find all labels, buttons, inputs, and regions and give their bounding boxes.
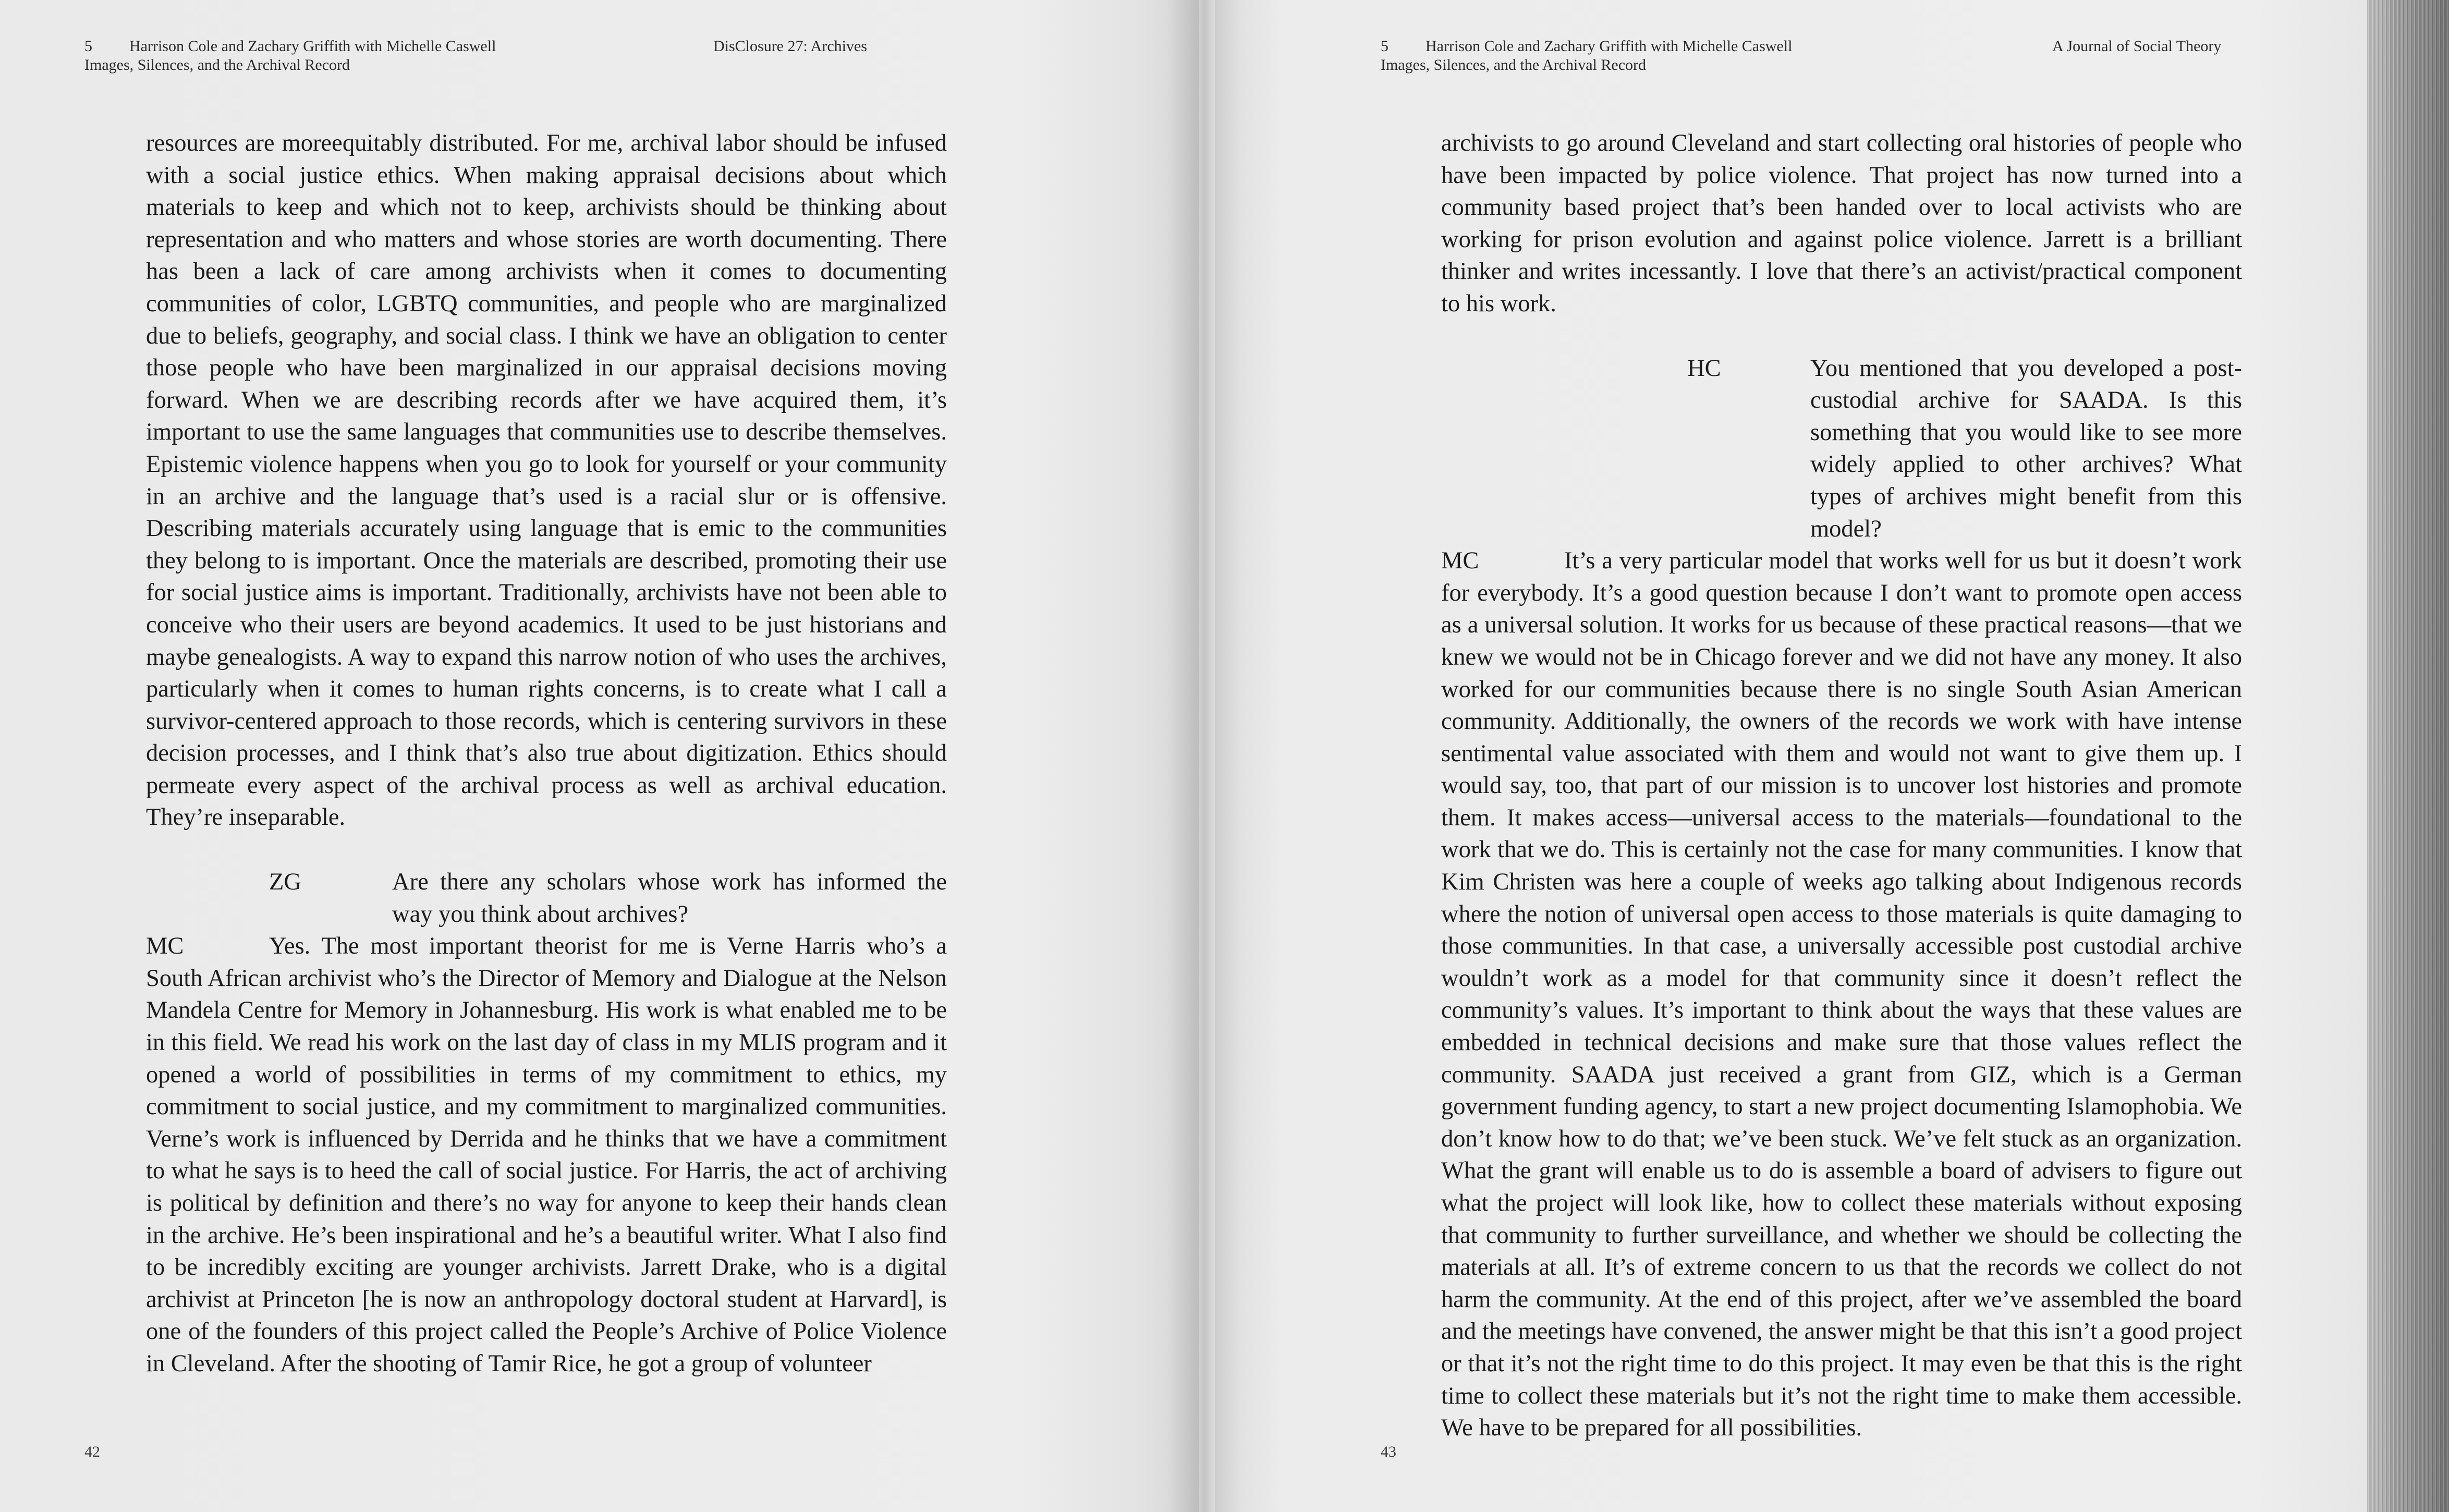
right-running-header	[1381, 38, 1792, 55]
left-body	[146, 127, 947, 1380]
question-text: Are there any scholars whose work has informed the way you think about archives?	[392, 869, 947, 928]
page-edges	[2367, 0, 2449, 1512]
right-header-journal: A Journal of Social Theory	[2052, 38, 2222, 55]
interview-answer	[1441, 545, 2242, 1444]
question-text: You mentioned that you developed a post-custodial archive for SAADA. Is this something that you would like to see more widely applied to other archives? What types of archives might benefit from this model?	[1810, 355, 2242, 542]
interview-question	[269, 866, 947, 930]
left-header-journal: DisClosure 27: Archives	[713, 38, 867, 55]
left-header-title: Images, Silences, and the Archival Record	[84, 56, 350, 74]
interview-question	[1687, 352, 2242, 545]
page-number: 43	[1381, 1443, 1396, 1460]
header-authors: Harrison Cole and Zachary Griffith with Michelle Caswell	[1425, 38, 1793, 55]
right-body	[1441, 127, 2242, 1444]
paragraph: resources are moreequitably distributed. For me, archival labor should be infused with a social justice ethics. When making appraisal decisions about which materials to keep and which not to keep, archivists should be thinking about representation and who matters and whose stories are worth documenting. There has been a lack of care among archivists when it comes to documenting communities of color, LGBTQ communities, and people who are marginalized due to beliefs, geography, and social class. I think we have an obligation to center those people who have been marginalized in our appraisal decisions moving forward. When we are describing records after we have acquired them, it’s important to use the same languages that communities use to describe themselves. Epistemic violence happens when you go to look for yourself or your community in an archive and the language that’s used is a racial slur or is offensive. Describing materials accurately using language that is emic to the communities they belong to is important. Once the materials are described, promoting their use for social justice aims is important. Traditionally, archivists have not been able to conceive who their users are beyond academics. It used to be just historians and maybe genealogists. A way to expand this narrow notion of who uses the archives, particularly when it comes to human rights concerns, is to create what I call a survivor-centered approach to those records, which is centering survivors in these decision processes, and I think that’s also true about digitization. Ethics should permeate every aspect of the archival process as well as archival education. They’re inseparable.	[146, 130, 947, 831]
right-header-title: Images, Silences, and the Archival Record	[1381, 56, 1647, 74]
answer-text: It’s a very particular model that works well for us but it doesn’t work for everybody. It’s a good question because I don’t want to promote open access as a universal solution. It works for us because of these practical reasons—that we knew we would not be in Chicago forever and we did not have any money. It also worked for our communities because there is no single South Asian American community. Additionally, the owners of the records we work with have intense sentimental value associated with them and would not want to give them up. I would say, too, that part of our mission is to uncover lost histories and promote them. It makes access—universal access to the materials—foundational to the work that we do. This is certainly not the case for many communities. I know that Kim Christen was here a couple of weeks ago talking about Indigenous records where the notion of universal open access to those materials is quite damaging to those communities. In that case, a universally accessible post custodial archive wouldn’t work as a model for that community since it doesn’t reflect the community’s values. It’s important to think about the ways that these values are embedded in technical decisions and make sure that those values reflect the community. SAADA just received a grant from GIZ, which is a German government funding agency, to start a new project documenting Islamophobia. We don’t know how to do that; we’ve been stuck. We’ve felt stuck as an organization. What the grant will enable us to do is assemble a board of advisers to figure out what the project will look like, how to collect these materials without exposing that community to further surveillance, and whether we should be collecting the materials at all. It’s of extreme concern to us that the records we collect do not harm the community. At the end of this project, after we’ve assembled the board and the meetings have convened, the answer might be that this isn’t a good project or that it’s not the right time to do this project. It may even be that this is the right time to collect these materials but it’s not the right time to make them accessible. We have to be prepared for all possibilities.	[1441, 547, 2242, 1442]
left-running-header	[84, 38, 496, 55]
answer-text: Yes. The most important theorist for me is Verne Harris who’s a South African archivist who’s the Director of Memory and Dialogue at the Nelson Mandela Centre for Memory in Johannesburg. His work is what enabled me to be in this field. We read his work on the last day of class in my MLIS program and it opened a world of possibilities in terms of my commitment to ethics, my commitment to social justice, and my commitment to marginalized communities. Verne’s work is influenced by Derrida and he thinks that we have a commitment to what he says is to heed the call of social justice. For Harris, the act of archiving is political by definition and there’s no way for anyone to keep their hands clean in the archive. He’s been inspirational and he’s a beautiful writer. What I also find to be incredibly exciting are younger archivists. Jarrett Drake, who is a digital archivist at Princeton [he is now an anthropology doctoral student at Harvard], is one of the founders of this project called the People’s Archive of Police Violence in Cleveland. After the shooting of Tamir Rice, he got a group of volunteer	[146, 933, 947, 1377]
page-number: 42	[84, 1443, 100, 1460]
speaker-label: MC	[1441, 547, 1479, 575]
speaker-label: HC	[1687, 355, 1721, 382]
header-authors: Harrison Cole and Zachary Griffith with Michelle Caswell	[129, 38, 496, 55]
chapter-number: 5	[84, 38, 92, 55]
book-gutter	[1168, 0, 1241, 1512]
interview-answer	[146, 930, 947, 1380]
paragraph: archivists to go around Cleveland and start collecting oral histories of people who have been impacted by police violence. That project has now turned into a community based project that’s been handed over to local activists who are working for prison evolution and against police violence. Jarrett is a brilliant thinker and writes incessantly. I love that there’s an activist/practical component to his work.	[1441, 130, 2242, 317]
chapter-number: 5	[1381, 38, 1388, 55]
speaker-label: MC	[146, 933, 184, 960]
speaker-label: ZG	[269, 869, 301, 896]
